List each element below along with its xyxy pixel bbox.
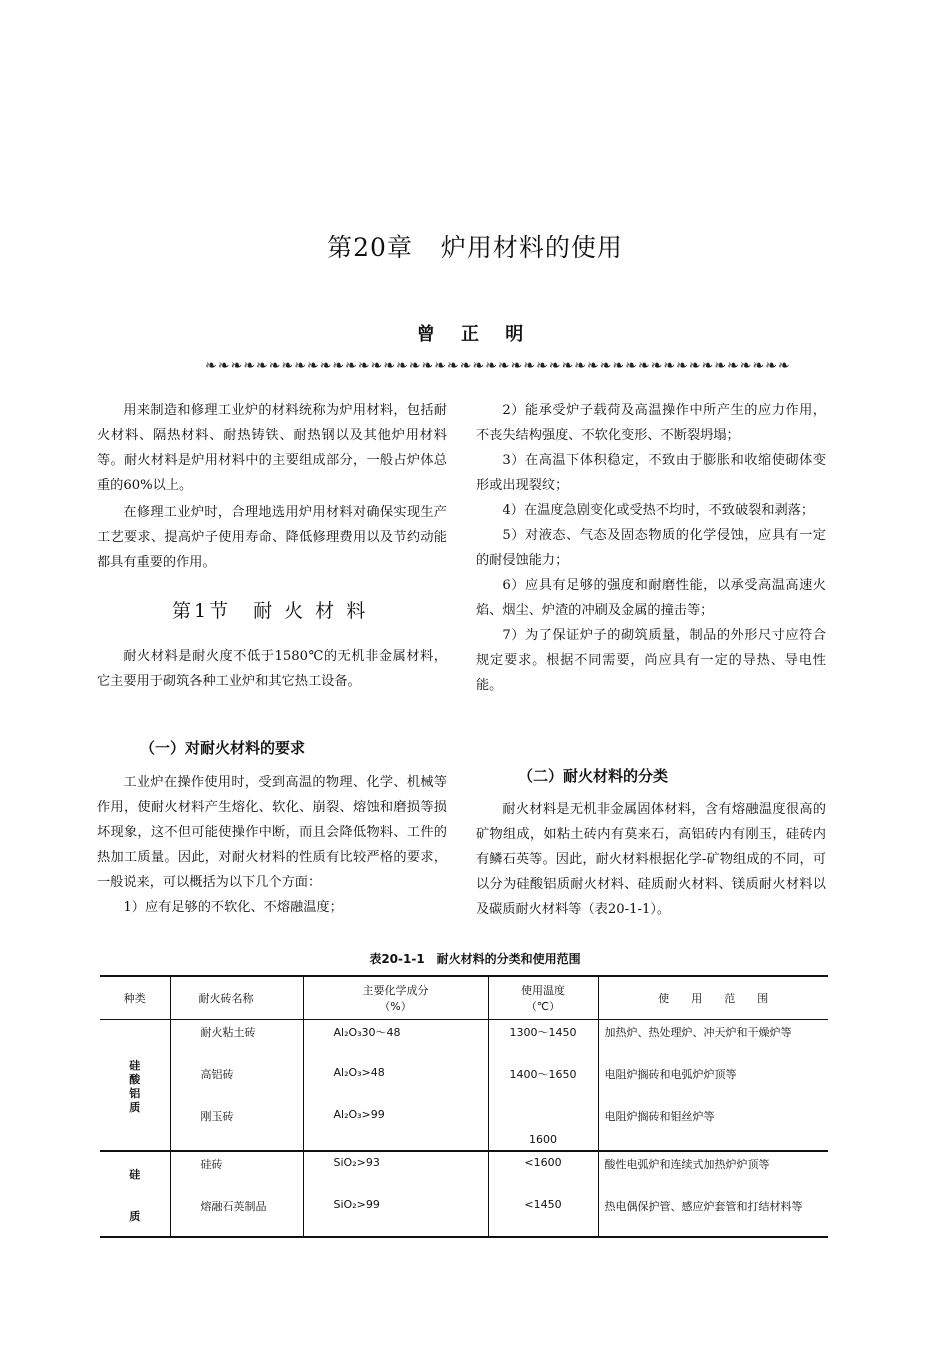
requirement-item-3: 3）在高温下体积稳定，不致由于膨胀和收缩使砌体变形或出现裂纹；: [476, 453, 826, 493]
section-paragraph-block: [97, 644, 447, 694]
author-name: 曾 正 明: [416, 324, 534, 345]
brick-name: 硅砖: [170, 1151, 303, 1194]
brick-use: 加热炉、热处理炉、冲天炉和干燥炉等: [604, 1026, 792, 1039]
classification-paragraph: 耐火材料是无机非金属固体材料，含有熔融温度很高的矿物组成，如粘土砖内有莫来石，高铝砖内有刚玉，硅砖内有鳞石英等。因此，耐火材料根据化学-矿物组成的不同，可以分为硅酸铝质耐火材料、硅质耐火材料、镁质耐火材料以及碳质耐火材料等（表20-1-1）。: [476, 802, 826, 917]
header-use: 使 用 范 围: [598, 976, 828, 1020]
brick-composition: Al₂O₃>48: [303, 1062, 488, 1104]
requirement-item-7: 7）为了保证炉子的砌筑质量，制品的外形尺寸应符合规定要求。根据不同需要，尚应具有一定的导热、导电性能。: [476, 628, 826, 693]
table-row: [100, 1151, 828, 1194]
brick-temperature: <1600: [488, 1151, 598, 1194]
table-caption: 表20-1-1 耐火材料的分类和使用范围: [369, 952, 581, 966]
intro-paragraph-2: 在修理工业炉时，合理地选用炉用材料对确保实现生产工艺要求、提高炉子使用寿命、降低修理费用以及节约动能都具有重要的作用。: [97, 505, 447, 570]
header-composition: [303, 976, 488, 1020]
table-row: [100, 1194, 828, 1237]
requirement-item-1: 1）应有足够的不软化、不熔融温度；: [123, 900, 343, 915]
chapter-number: 第20章: [327, 233, 413, 262]
brick-temperature: 1300～1450: [488, 1020, 598, 1063]
header-name: 耐火砖名称: [170, 976, 303, 1020]
brick-composition: Al₂O₃30～48: [303, 1020, 488, 1063]
ornament-divider: ❧❧❧❧❧❧❧❧❧❧❧❧❧❧❧❧❧❧❧❧❧❧❧❧❧❧❧❧❧❧❧❧❧❧❧❧❧❧❧❧❧❧❧❧❧❧: [205, 358, 791, 374]
category-siliceous-bottom: 质: [100, 1194, 170, 1237]
brick-composition: SiO₂>99: [303, 1194, 488, 1237]
brick-name: 耐火粘土砖: [170, 1020, 303, 1063]
brick-temperature: 1400～1650: [488, 1062, 598, 1104]
brick-use: 热电偶保护管、感应炉套管和打结材料等: [598, 1194, 828, 1237]
requirement-item-2: 2）能承受炉子载荷及高温操作中所产生的应力作用，不丧失结构强度、不软化变形、不断裂坍塌；: [476, 403, 826, 443]
brick-name: 高铝砖: [170, 1062, 303, 1104]
brick-composition: SiO₂>93: [303, 1151, 488, 1194]
brick-name: 刚玉砖: [170, 1104, 303, 1151]
header-kind: 种类: [100, 976, 170, 1020]
table-row: [100, 1104, 828, 1151]
left-column: [97, 398, 447, 575]
brick-temperature: <1450: [488, 1194, 598, 1237]
category-aluminosilicate: 硅 酸 铝 质: [100, 1020, 170, 1152]
requirement-item-6: 6）应具有足够的强度和耐磨性能，以承受高温高速火焰、烟尘、炉渣的冲刷及金属的撞击等；: [476, 578, 826, 618]
requirement-item-4: 4）在温度急剧变化或受热不均时，不致破裂和剥落；: [502, 503, 815, 518]
chapter-name: 炉用材料的使用: [440, 233, 623, 262]
brick-use: 电阻炉搁砖和电弧炉炉顶等: [604, 1068, 737, 1081]
header-composition-unit: （%）: [379, 1000, 412, 1013]
requirement-item-5: 5）对液态、气态及固态物质的化学侵蚀，应具有一定的耐侵蚀能力；: [476, 528, 826, 568]
section-title: 第1节 耐 火 材 料: [172, 600, 369, 622]
header-temperature-unit: （℃）: [525, 1000, 561, 1013]
chapter-title: [0, 228, 950, 264]
subsection-title-2: （二）耐火材料的分类: [518, 767, 669, 785]
right-column: [476, 398, 826, 698]
classification-block: [476, 797, 826, 922]
refractory-table: [100, 975, 828, 1238]
brick-use: 酸性电弧炉和连续式加热炉炉顶等: [598, 1151, 828, 1194]
header-composition-label: 主要化学成分: [362, 984, 429, 997]
brick-name: 熔融石英制品: [170, 1194, 303, 1237]
table-header-row: [100, 976, 828, 1020]
header-temperature-label: 使用温度: [521, 984, 565, 997]
brick-use: 电阻炉搁砖和钼丝炉等: [604, 1110, 715, 1123]
brick-temperature: 1600: [488, 1104, 598, 1151]
table-row: [100, 1062, 828, 1104]
subsection-title-1: （一）对耐火材料的要求: [140, 739, 306, 757]
requirements-paragraph: 工业炉在操作使用时，受到高温的物理、化学、机械等作用，使耐火材料产生熔化、软化、崩裂、熔蚀和磨损等损坏现象，这不但可能使操作中断，而且会降低物料、工件的热加工质量。因此，对耐火材料的性质有比较严格的要求，一般说来，可以概括为以下几个方面：: [97, 775, 447, 890]
brick-composition: Al₂O₃>99: [303, 1104, 488, 1151]
header-temperature: [488, 976, 598, 1020]
intro-paragraph-1: 用来制造和修理工业炉的材料统称为炉用材料，包括耐火材料、隔热材料、耐热铸铁、耐热钢以及其他炉用材料等。耐火材料是炉用材料中的主要组成部分，一般占炉体总重的60%以上。: [97, 403, 447, 493]
requirements-block: [97, 770, 447, 920]
table-row: [100, 1020, 828, 1063]
category-siliceous-top: 硅: [100, 1151, 170, 1194]
section-paragraph: 耐火材料是耐火度不低于1580℃的无机非金属材料，它主要用于砌筑各种工业炉和其它热工设备。: [97, 649, 447, 689]
